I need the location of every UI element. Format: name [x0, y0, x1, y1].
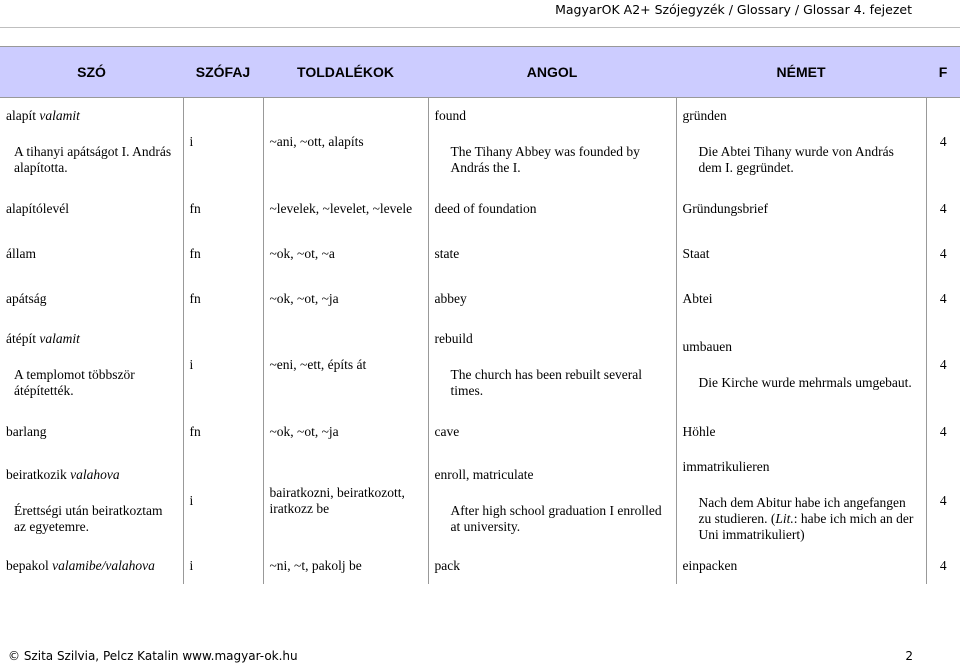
english-cell [428, 98, 676, 187]
pos-cell: fn [183, 186, 263, 231]
german-example: Die Kirche wurde mehrmals umgebaut. [698, 375, 912, 390]
german-example: Die Abtei Tihany wurde von András dem I. gegründet. [698, 144, 894, 175]
german-word: umbauen [682, 339, 732, 354]
english-cell: pack [428, 548, 676, 584]
word-base: alapít [6, 108, 36, 123]
col-header-suffixes: TOLDALÉKOK [263, 47, 428, 98]
table-row [0, 186, 960, 231]
table-row [0, 276, 960, 321]
german-cell [676, 454, 926, 548]
suffixes-cell: ~levelek, ~levelet, ~levele [263, 186, 428, 231]
german-cell: Höhle [676, 409, 926, 454]
page-footer [8, 648, 913, 664]
english-word: enroll, matriculate [434, 467, 534, 482]
suffixes-cell: ~ok, ~ot, ~ja [263, 276, 428, 321]
pos-cell: i [183, 321, 263, 409]
german-cell: Gründungsbrief [676, 186, 926, 231]
running-header: MagyarOK A2+ Szójegyzék / Glossary / Glossar 4. fejezet [555, 2, 912, 17]
english-example: The Tihany Abbey was founded by András the I. [450, 144, 640, 175]
table-header-row [0, 47, 960, 98]
word-base: bepakol [6, 558, 49, 573]
german-cell [676, 321, 926, 409]
english-cell: deed of foundation [428, 186, 676, 231]
f-cell: 4 [926, 98, 960, 187]
f-cell: 4 [926, 409, 960, 454]
word-cell: apátság [6, 290, 47, 306]
pos-cell: fn [183, 231, 263, 276]
word-example: A tihanyi apátságot I. András alapította. [14, 144, 172, 175]
table-row [0, 321, 960, 409]
word-cell: barlang [6, 423, 47, 439]
f-cell: 4 [926, 276, 960, 321]
pos-cell: fn [183, 276, 263, 321]
english-cell: state [428, 231, 676, 276]
suffixes-cell: ~ok, ~ot, ~ja [263, 409, 428, 454]
word-cell [0, 321, 183, 409]
table-row [0, 548, 960, 584]
col-header-english: ANGOL [428, 47, 676, 98]
german-cell: einpacken [676, 548, 926, 584]
table-row [0, 98, 960, 187]
table-row [0, 231, 960, 276]
f-cell: 4 [926, 548, 960, 584]
glossary-table [0, 46, 960, 584]
f-cell: 4 [926, 454, 960, 548]
footer-copyright: © Szita Szilvia, Pelcz Katalin www.magyar-ok.hu [8, 649, 298, 663]
word-cell [0, 454, 183, 548]
german-cell: Abtei [676, 276, 926, 321]
word-example: Érettségi után beiratkoztam az egyetemre. [14, 503, 163, 534]
word-example: A templomot többször átépítették. [14, 367, 135, 398]
english-cell [428, 454, 676, 548]
english-example: After high school graduation I enrolled at university. [450, 503, 662, 534]
pos-cell: i [183, 548, 263, 584]
col-header-pos: SZÓFAJ [183, 47, 263, 98]
english-cell: cave [428, 409, 676, 454]
word-base: átépít [6, 331, 36, 346]
suffixes-cell: ~ok, ~ot, ~a [263, 231, 428, 276]
col-header-word: SZÓ [0, 47, 183, 98]
german-word: immatrikulieren [682, 459, 770, 474]
suffixes-cell: ~eni, ~ett, építs át [263, 321, 428, 409]
table-row [0, 409, 960, 454]
word-cell [0, 98, 183, 187]
col-header-f: F [926, 47, 960, 98]
german-example-text-end: : habe ich mich an der Uni immatrikuliert) [698, 511, 914, 542]
german-example-text: Nach dem Abitur habe ich angefangen zu studieren. ( [698, 495, 906, 526]
header-rule [0, 27, 960, 28]
pos-cell: i [183, 98, 263, 187]
english-word: found [434, 108, 466, 123]
suffixes-cell: ~ani, ~ott, alapíts [263, 98, 428, 187]
f-cell: 4 [926, 321, 960, 409]
word-argument: valamit [39, 108, 80, 123]
word-cell: állam [6, 245, 36, 261]
col-header-german: NÉMET [676, 47, 926, 98]
word-base: beiratkozik [6, 467, 67, 482]
suffixes-cell: ~ni, ~t, pakolj be [263, 548, 428, 584]
pos-cell: fn [183, 409, 263, 454]
word-argument: valamit [39, 331, 80, 346]
word-cell [0, 548, 183, 584]
f-cell: 4 [926, 186, 960, 231]
english-word: rebuild [434, 331, 473, 346]
english-cell: abbey [428, 276, 676, 321]
word-argument: valamibe/valahova [52, 558, 155, 573]
english-example: The church has been rebuilt several times. [450, 367, 643, 398]
german-cell [676, 98, 926, 187]
table-row [0, 454, 960, 548]
page-number: 2 [905, 649, 913, 663]
pos-cell: i [183, 454, 263, 548]
german-example-lit: Lit. [775, 511, 794, 526]
suffixes-cell: bairatkozni, beiratkozott, iratkozz be [263, 454, 428, 548]
german-word: gründen [682, 108, 727, 123]
english-cell [428, 321, 676, 409]
word-argument: valahova [70, 467, 120, 482]
word-cell: alapítólevél [6, 200, 69, 216]
f-cell: 4 [926, 231, 960, 276]
german-cell: Staat [676, 231, 926, 276]
german-example [683, 495, 920, 543]
